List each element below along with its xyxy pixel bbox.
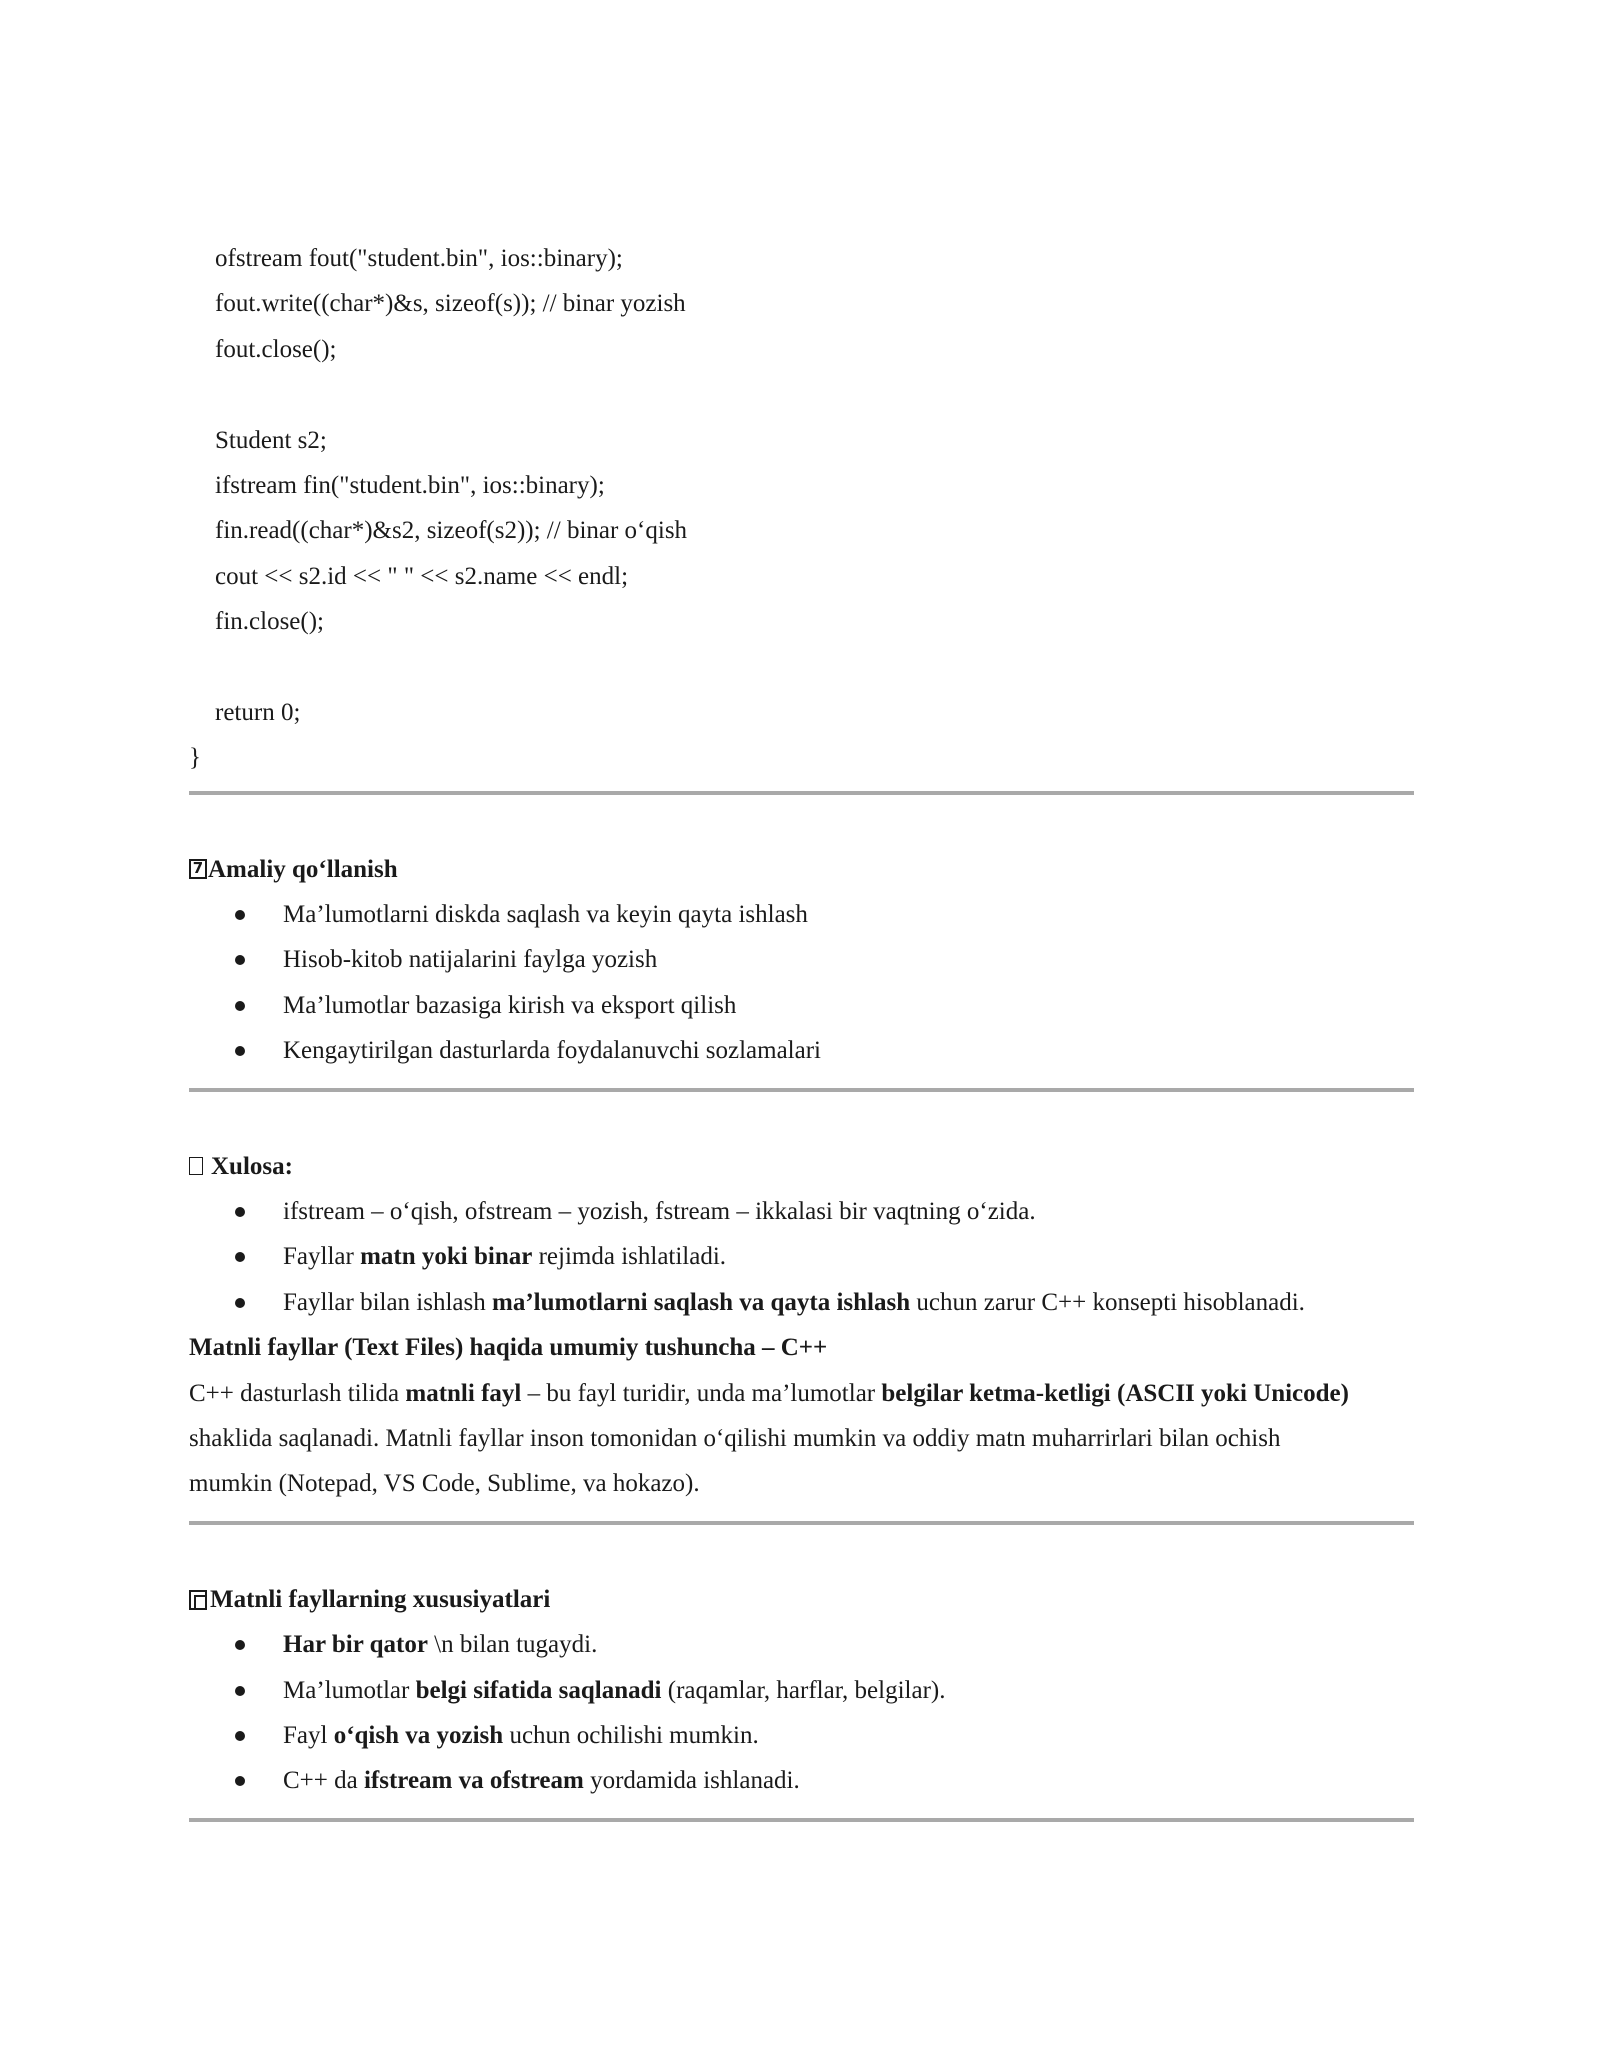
- bullet-icon: [235, 1731, 245, 1741]
- list-item-text: Hisob-kitob natijalarini faylga yozish: [283, 946, 658, 974]
- paragraph-bold: belgilar ketma-ketligi (ASCII yoki Unicode): [881, 1379, 1349, 1407]
- bullet-list: [189, 1189, 1414, 1325]
- list-item-text: Kengaytirilgan dasturlarda foydalanuvchi sozlamalari: [283, 1037, 821, 1065]
- list-item: [189, 1713, 1414, 1758]
- boxed-number-icon: 7: [189, 859, 207, 879]
- paragraph-text: C++ dasturlash tilida: [189, 1379, 406, 1407]
- list-item-text: \n bilan tugaydi.: [427, 1631, 598, 1659]
- section-heading-text: Matnli fayllarning xususiyatlari: [210, 1585, 551, 1613]
- list-item: [189, 892, 1414, 937]
- list-item: [189, 1280, 1414, 1325]
- paragraph-text: – bu fayl turidir, unda ma’lumotlar: [521, 1379, 882, 1407]
- list-item-text: uchun ochilishi mumkin.: [503, 1721, 759, 1749]
- list-item-bold: o‘qish va yozish: [333, 1721, 504, 1749]
- code-line: fin.close();: [215, 608, 324, 636]
- list-item-bold: ifstream va ofstream: [363, 1767, 584, 1795]
- list-item-text: yordamida ishlanadi.: [583, 1767, 800, 1795]
- missing-glyph-icon: [189, 1157, 203, 1175]
- list-item-bold: Har bir qator: [283, 1631, 428, 1659]
- bullet-icon: [235, 1046, 245, 1056]
- paragraph-title: Matnli fayllar (Text Files) haqida umumiy tushuncha – C++: [189, 1334, 828, 1362]
- paragraph-bold: matnli fayl: [405, 1379, 522, 1407]
- list-item-text: Fayllar: [283, 1243, 361, 1271]
- bullet-icon: [235, 955, 245, 965]
- bullet-icon: [235, 1298, 245, 1308]
- code-line: ifstream fin("student.bin", ios::binary);: [215, 471, 605, 499]
- list-item-text: Ma’lumotlarni diskda saqlash va keyin qayta ishlash: [283, 901, 808, 929]
- list-item: [189, 1758, 1414, 1803]
- paragraph-line: shaklida saqlanadi. Matnli fayllar inson tomonidan o‘qilishi mumkin va oddiy matn muharrirlari bilan ochish: [189, 1425, 1281, 1452]
- bullet-list: [189, 892, 1414, 1074]
- horizontal-rule: [189, 1088, 1414, 1092]
- list-item: [189, 983, 1414, 1028]
- paragraph-line: [189, 1371, 1414, 1416]
- section-heading: [189, 847, 1414, 892]
- list-item-text: Fayl: [283, 1721, 334, 1749]
- document-page: [189, 236, 1414, 1822]
- list-item: [189, 1622, 1414, 1667]
- bullet-icon: [235, 910, 245, 920]
- bullet-icon: [235, 1001, 245, 1011]
- list-item-bold: ma’lumotlarni saqlash va qayta ishlash: [492, 1288, 911, 1316]
- section-heading: [189, 1577, 1414, 1622]
- list-item-text: rejimda ishlatiladi.: [532, 1243, 727, 1271]
- bullet-icon: [235, 1640, 245, 1650]
- paragraph-line: mumkin (Notepad, VS Code, Sublime, va hokazo).: [189, 1470, 700, 1498]
- section-summary: [189, 1144, 1414, 1326]
- code-line: fout.close();: [215, 335, 337, 363]
- bullet-icon: [235, 1207, 245, 1217]
- list-item: [189, 1189, 1414, 1234]
- horizontal-rule: [189, 791, 1414, 795]
- section-practical-use: [189, 847, 1414, 1074]
- code-line: return 0;: [215, 698, 301, 726]
- section-heading-text: Amaliy qo‘llanish: [208, 855, 398, 883]
- bullet-icon: [235, 1686, 245, 1696]
- code-line: Student s2;: [215, 426, 327, 454]
- code-line: fout.write((char*)&s, sizeof(s)); // binar yozish: [215, 290, 686, 318]
- code-line: cout << s2.id << " " << s2.name << endl;: [215, 562, 629, 590]
- boxed-square-icon: [189, 1590, 207, 1610]
- list-item-text: ifstream – o‘qish, ofstream – yozish, fstream – ikkalasi bir vaqtning o‘zida.: [283, 1198, 1036, 1226]
- list-item: [189, 1234, 1414, 1279]
- list-item: [189, 1668, 1414, 1713]
- section-heading-text: Xulosa:: [211, 1152, 293, 1180]
- bullet-icon: [235, 1252, 245, 1262]
- list-item-text: (raqamlar, harflar, belgilar).: [661, 1676, 946, 1704]
- list-item-text: uchun zarur C++ konsepti hisoblanadi.: [910, 1288, 1305, 1316]
- section-text-files-intro: [189, 1325, 1414, 1507]
- list-item-bold: belgi sifatida saqlanadi: [415, 1676, 662, 1704]
- code-line: fin.read((char*)&s2, sizeof(s2)); // binar o‘qish: [215, 517, 688, 545]
- horizontal-rule: [189, 1521, 1414, 1525]
- list-item-text: Fayllar bilan ishlash: [283, 1288, 492, 1316]
- code-line: [189, 372, 1414, 417]
- bullet-list: [189, 1622, 1414, 1804]
- bullet-icon: [235, 1776, 245, 1786]
- list-item: [189, 1028, 1414, 1073]
- list-item-text: Ma’lumotlar: [283, 1676, 416, 1704]
- code-closing-brace: }: [189, 744, 201, 772]
- list-item: [189, 937, 1414, 982]
- list-item-bold: matn yoki binar: [360, 1243, 533, 1271]
- horizontal-rule: [189, 1818, 1414, 1822]
- code-line: ofstream fout("student.bin", ios::binary);: [215, 245, 623, 272]
- code-line: [189, 645, 1414, 690]
- list-item-text: Ma’lumotlar bazasiga kirish va eksport qilish: [283, 991, 737, 1019]
- section-heading: [189, 1144, 1414, 1189]
- code-block: [189, 236, 1414, 781]
- list-item-text: C++ da: [283, 1767, 364, 1795]
- section-text-file-features: [189, 1577, 1414, 1804]
